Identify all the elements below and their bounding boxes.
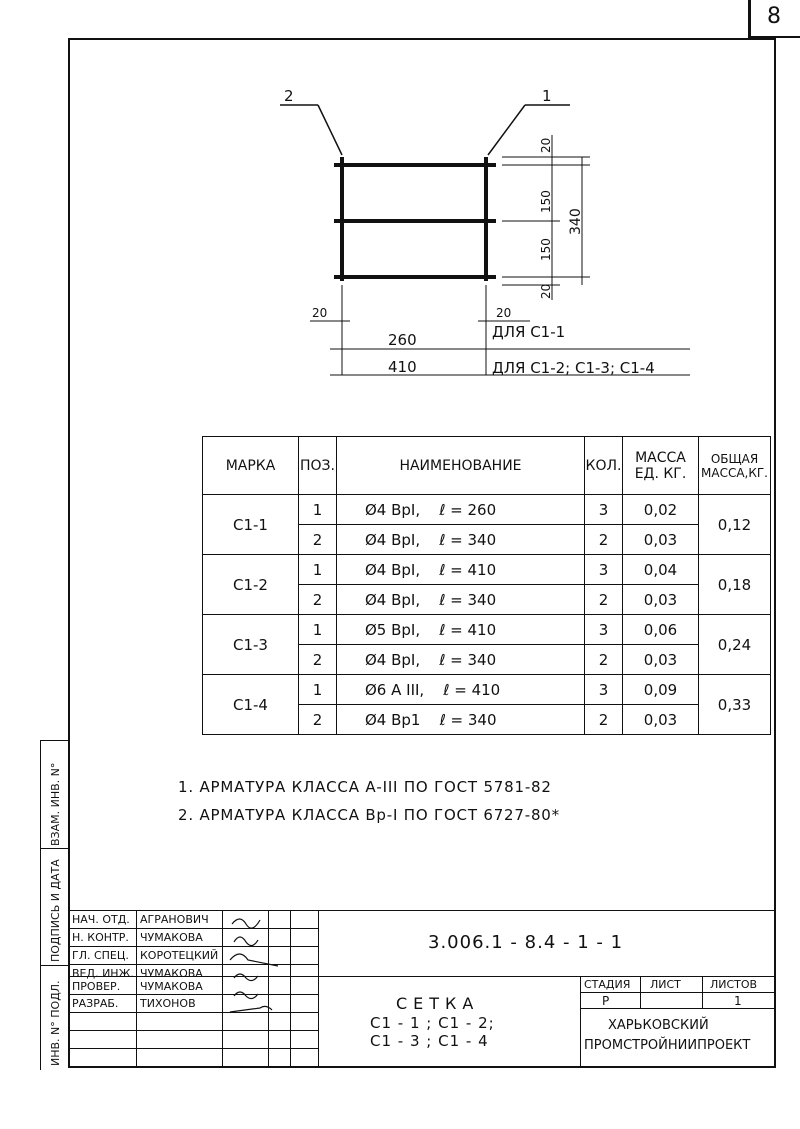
sheet-label: ЛИСТ xyxy=(650,978,681,991)
note-1: 1. АРМАТУРА КЛАССА А-III ПО ГОСТ 5781-82 xyxy=(178,778,552,796)
header-total-mass: ОБЩАЯ МАССА,КГ. xyxy=(699,437,771,495)
role-4: ВЕД. ИНЖ. xyxy=(72,967,134,980)
cell-name: Ø4 ВрI, ℓ = 410 xyxy=(337,555,585,585)
label-for-c1-1: ДЛЯ С1-1 xyxy=(492,323,566,341)
header-pos: ПОЗ. xyxy=(299,437,337,495)
cell-mass: 0,04 xyxy=(623,555,699,585)
cell-pos: 1 xyxy=(299,675,337,705)
dim-340: 340 xyxy=(568,208,584,235)
side-label-inv: ИНВ. N° ПОДЛ. xyxy=(49,980,62,1066)
signature-6 xyxy=(230,1006,272,1012)
sheets-value: 1 xyxy=(734,994,742,1008)
role-2: Н. КОНТР. xyxy=(72,931,129,944)
header-mark: МАРКА xyxy=(203,437,299,495)
table-header-row xyxy=(203,437,771,495)
cell-qty: 3 xyxy=(585,615,623,645)
signatures xyxy=(224,912,288,1016)
signature-3 xyxy=(230,954,278,966)
cell-mark: С1-2 xyxy=(203,555,299,615)
signature-2 xyxy=(234,937,258,946)
cell-total: 0,18 xyxy=(699,555,771,615)
table-row xyxy=(203,555,771,585)
label-for-c1-2-4: ДЛЯ С1-2; С1-3; С1-4 xyxy=(492,359,655,377)
callout-2: 2 xyxy=(284,87,294,105)
org-name-2: ПРОМСТРОЙНИИПРОЕКТ xyxy=(584,1038,751,1053)
cell-pos: 1 xyxy=(299,495,337,525)
sheet-number: 8 xyxy=(767,4,781,29)
cell-mass: 0,03 xyxy=(623,645,699,675)
dim-20-left: 20 xyxy=(312,306,328,320)
role-6: РАЗРАБ. xyxy=(72,997,119,1010)
cell-qty: 2 xyxy=(585,525,623,555)
dim-150-a: 150 xyxy=(539,190,553,213)
cell-qty: 2 xyxy=(585,645,623,675)
cell-name: Ø4 ВрI, ℓ = 260 xyxy=(337,495,585,525)
cell-qty: 2 xyxy=(585,705,623,735)
cell-name: Ø5 ВрI, ℓ = 410 xyxy=(337,615,585,645)
cell-pos: 2 xyxy=(299,525,337,555)
cell-pos: 2 xyxy=(299,585,337,615)
header-qty: КОЛ. xyxy=(585,437,623,495)
role-5: ПРОВЕР. xyxy=(72,980,121,993)
name-4: ЧУМАКОВА xyxy=(140,967,203,980)
drawing-title-1: СЕТКА xyxy=(396,994,480,1013)
cell-pos: 1 xyxy=(299,615,337,645)
side-label-vzam: ВЗАМ. ИНВ. N° xyxy=(49,762,62,846)
dim-410: 410 xyxy=(388,358,417,376)
name-5: ЧУМАКОВА xyxy=(140,980,203,993)
sheet-number-box xyxy=(748,0,800,38)
note-2: 2. АРМАТУРА КЛАССА Вр-I ПО ГОСТ 6727-80* xyxy=(178,806,560,824)
dim-260: 260 xyxy=(388,331,417,349)
stage-label: СТАДИЯ xyxy=(584,978,631,991)
mesh-drawing xyxy=(270,85,710,395)
org-name-1: ХАРЬКОВСКИЙ xyxy=(608,1018,709,1033)
specification-table xyxy=(202,436,771,735)
dim-150-b: 150 xyxy=(539,238,553,261)
cell-pos: 2 xyxy=(299,645,337,675)
cell-mass: 0,06 xyxy=(623,615,699,645)
cell-total: 0,12 xyxy=(699,495,771,555)
dim-20-top: 20 xyxy=(539,137,553,153)
cell-mark: С1-1 xyxy=(203,495,299,555)
cell-total: 0,33 xyxy=(699,675,771,735)
signature-4 xyxy=(234,974,258,981)
name-6: ТИХОНОВ xyxy=(140,997,196,1010)
cell-name: Ø4 ВрI, ℓ = 340 xyxy=(337,525,585,555)
cell-qty: 3 xyxy=(585,555,623,585)
side-strip-line xyxy=(40,740,41,1070)
name-1: АГРАНОВИЧ xyxy=(140,913,209,926)
cell-mark: С1-4 xyxy=(203,675,299,735)
side-label-podpis: ПОДПИСЬ И ДАТА xyxy=(49,859,62,962)
cell-qty: 2 xyxy=(585,585,623,615)
cell-pos: 1 xyxy=(299,555,337,585)
cell-mass: 0,09 xyxy=(623,675,699,705)
callout-1: 1 xyxy=(542,87,552,105)
name-3: КОРОТЕЦКИЙ xyxy=(140,949,219,962)
dim-20-right: 20 xyxy=(496,306,512,320)
cell-qty: 3 xyxy=(585,495,623,525)
cell-name: Ø6 А III, ℓ = 410 xyxy=(337,675,585,705)
header-unit-mass: МАССА ЕД. КГ. xyxy=(623,437,699,495)
drawing-title-2: С1 - 1 ; С1 - 2; xyxy=(370,1014,495,1032)
cell-mass: 0,02 xyxy=(623,495,699,525)
cell-pos: 2 xyxy=(299,705,337,735)
drawing-title-3: С1 - 3 ; С1 - 4 xyxy=(370,1032,489,1050)
cell-name: Ø4 ВрI, ℓ = 340 xyxy=(337,645,585,675)
cell-mass: 0,03 xyxy=(623,525,699,555)
cell-name: Ø4 Вр1 ℓ = 340 xyxy=(337,705,585,735)
signature-5 xyxy=(234,992,258,999)
cell-mark: С1-3 xyxy=(203,615,299,675)
cell-mass: 0,03 xyxy=(623,705,699,735)
role-1: НАЧ. ОТД. xyxy=(72,913,130,926)
sheets-label: ЛИСТОВ xyxy=(710,978,758,991)
table-row xyxy=(203,675,771,705)
cell-total: 0,24 xyxy=(699,615,771,675)
dim-20-bottom: 20 xyxy=(539,283,553,299)
header-name: НАИМЕНОВАНИЕ xyxy=(337,437,585,495)
drawing-code: 3.006.1 - 8.4 - 1 - 1 xyxy=(428,932,624,953)
signature-1 xyxy=(232,919,260,928)
stage-value: Р xyxy=(602,994,610,1008)
name-2: ЧУМАКОВА xyxy=(140,931,203,944)
title-block xyxy=(68,910,776,1068)
table-row xyxy=(203,615,771,645)
cell-name: Ø4 ВрI, ℓ = 340 xyxy=(337,585,585,615)
cell-qty: 3 xyxy=(585,675,623,705)
role-3: ГЛ. СПЕЦ. xyxy=(72,949,129,962)
table-row xyxy=(203,495,771,525)
cell-mass: 0,03 xyxy=(623,585,699,615)
